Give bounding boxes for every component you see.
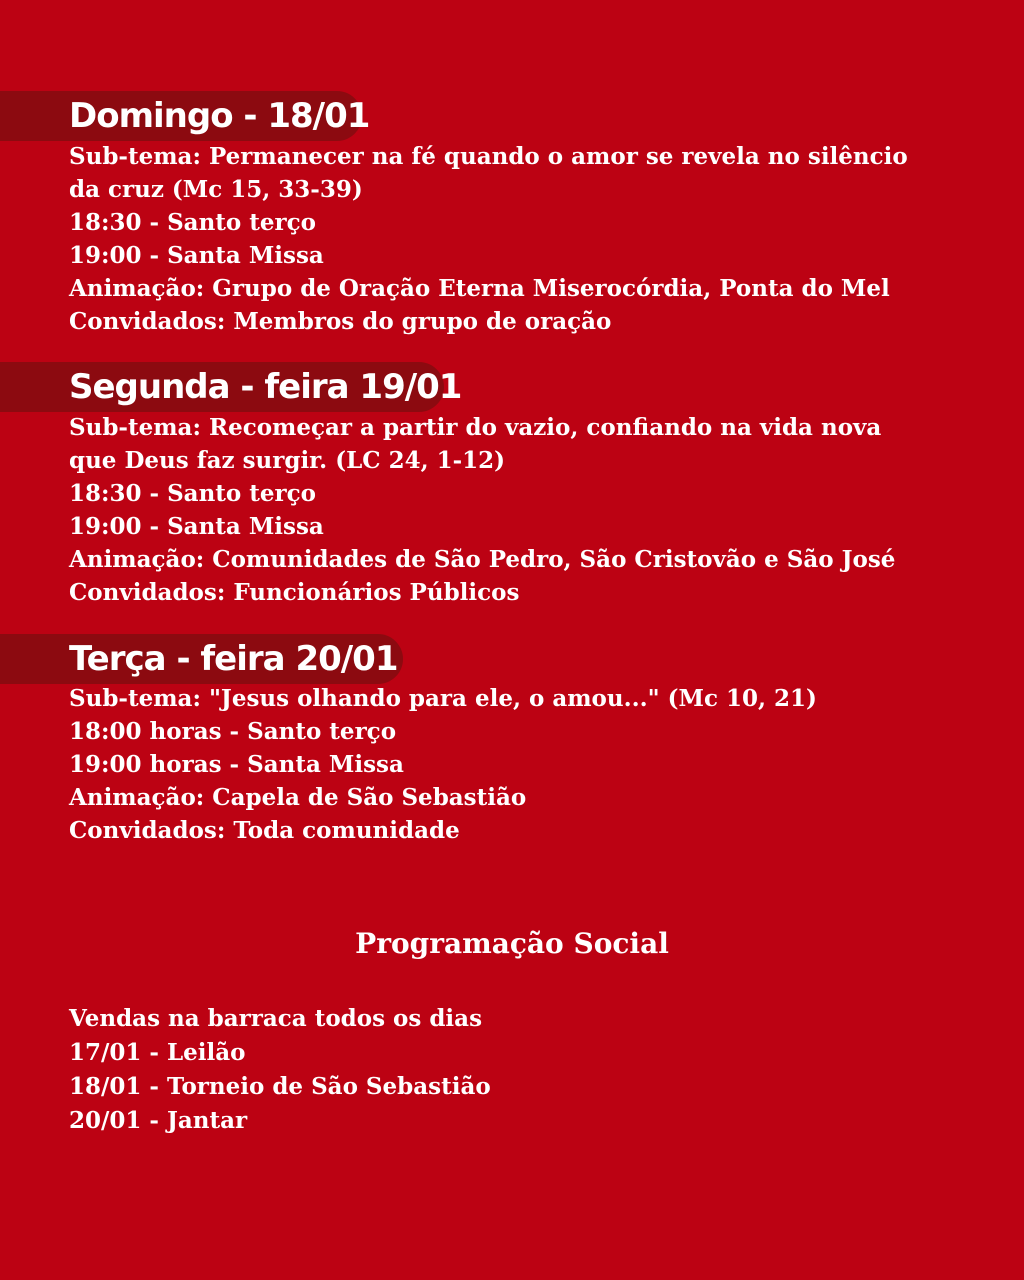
guests-line: Convidados: Membros do grupo de oração	[69, 308, 612, 335]
rosary-time: 18:30 - Santo terço	[69, 480, 316, 507]
social-program-list	[69, 1002, 969, 1138]
day-details	[69, 140, 969, 338]
subtheme-line: Sub-tema: Permanecer na fé quando o amor se revela no silêncio	[69, 143, 908, 170]
animation-line: Animação: Comunidades de São Pedro, São Cristovão e São José	[69, 546, 896, 573]
social-item: 17/01 - Leilão	[69, 1039, 246, 1066]
day-details	[69, 411, 969, 609]
day-title: Segunda - feira 19/01	[69, 367, 462, 407]
animation-line: Animação: Grupo de Oração Eterna Miserocórdia, Ponta do Mel	[69, 275, 890, 302]
guests-line: Convidados: Toda comunidade	[69, 817, 460, 844]
rosary-time: 18:30 - Santo terço	[69, 209, 316, 236]
mass-time: 19:00 horas - Santa Missa	[69, 751, 404, 778]
social-item: Vendas na barraca todos os dias	[69, 1005, 483, 1032]
mass-time: 19:00 - Santa Missa	[69, 242, 324, 269]
subtheme-line-continued: da cruz (Mc 15, 33-39)	[69, 176, 363, 203]
guests-line: Convidados: Funcionários Públicos	[69, 579, 520, 606]
rosary-time: 18:00 horas - Santo terço	[69, 718, 397, 745]
day-details	[69, 682, 969, 847]
animation-line: Animação: Capela de São Sebastião	[69, 784, 527, 811]
day-title: Terça - feira 20/01	[69, 639, 398, 679]
day-title: Domingo - 18/01	[69, 96, 370, 136]
subtheme-line: Sub-tema: "Jesus olhando para ele, o amou..." (Mc 10, 21)	[69, 685, 817, 712]
social-item: 20/01 - Jantar	[69, 1107, 248, 1134]
mass-time: 19:00 - Santa Missa	[69, 513, 324, 540]
subtheme-line: Sub-tema: Recomeçar a partir do vazio, confiando na vida nova	[69, 414, 882, 441]
social-program-title: Programação Social	[355, 927, 669, 960]
social-item: 18/01 - Torneio de São Sebastião	[69, 1073, 491, 1100]
subtheme-line-continued: que Deus faz surgir. (LC 24, 1-12)	[69, 447, 506, 474]
